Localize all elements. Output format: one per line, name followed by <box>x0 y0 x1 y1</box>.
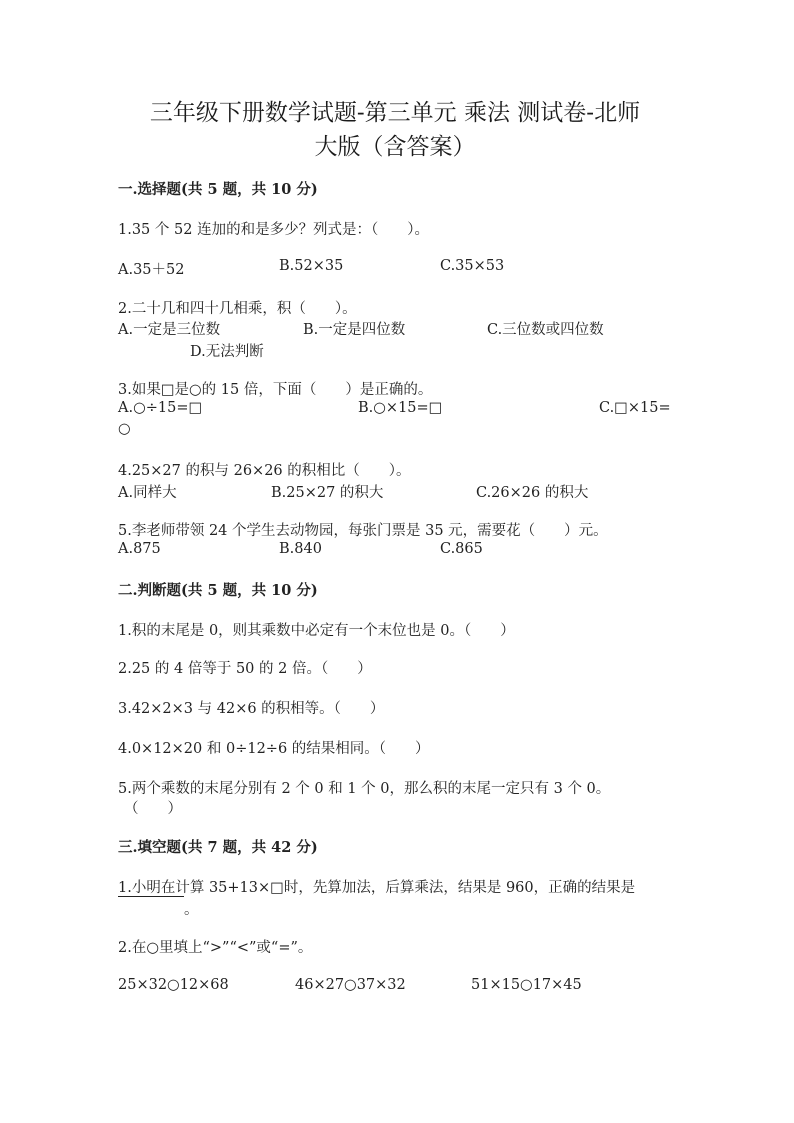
option-2-a: A.一定是三位数 <box>118 322 221 338</box>
option-3-a: A.○÷15=□ <box>118 400 203 416</box>
option-2-b: B.一定是四位数 <box>303 322 406 338</box>
question-choice-2: 2.二十几和四十几相乘，积（ ）。 <box>118 301 357 317</box>
section-heading-choice: 一.选择题(共 5 题，共 10 分) <box>118 181 318 198</box>
option-2-d: D.无法判断 <box>190 344 264 360</box>
question-fill-1-end: 。 <box>184 902 199 918</box>
option-5-b: B.840 <box>279 541 322 557</box>
question-fill-1: 1.小明在计算 35+13×□时，先算加法，后算乘法，结果是 960，正确的结果是 <box>118 880 636 896</box>
option-4-c: C.26×26 的积大 <box>476 485 589 501</box>
question-choice-5: 5.李老师带领 24 个学生去动物园，每张门票是 35 元，需要花（ ）元。 <box>118 523 608 539</box>
question-judge-4: 4.0×12×20 和 0÷12÷6 的结果相同。（ ） <box>118 741 430 757</box>
answer-blank-line <box>118 896 184 897</box>
question-judge-5-bracket: （ ） <box>124 801 182 817</box>
option-4-a: A.同样大 <box>118 485 177 501</box>
exam-title-line2: 大版（含答案） <box>314 134 476 160</box>
compare-item-3: 51×15○17×45 <box>471 977 582 993</box>
section-heading-judgement: 二.判断题(共 5 题，共 10 分) <box>118 582 318 599</box>
question-judge-1: 1.积的末尾是 0，则其乘数中必定有一个末位也是 0。（ ） <box>118 623 515 639</box>
section-heading-fill: 三.填空题(共 7 题，共 42 分) <box>118 839 318 856</box>
option-1-b: B.52×35 <box>279 258 344 274</box>
question-choice-1: 1.35 个 52 连加的和是多少？列式是：（ ）。 <box>118 222 430 238</box>
option-3-b: B.○×15=□ <box>358 400 443 416</box>
question-judge-5: 5.两个乘数的末尾分别有 2 个 0 和 1 个 0，那么积的末尾一定只有 3 个 0。 <box>118 781 611 797</box>
compare-item-1: 25×32○12×68 <box>118 977 229 993</box>
question-choice-4: 4.25×27 的积与 26×26 的积相比（ ）。 <box>118 463 411 479</box>
option-2-c: C.三位数或四位数 <box>487 322 604 338</box>
option-4-b: B.25×27 的积大 <box>271 485 384 501</box>
option-5-c: C.865 <box>440 541 483 557</box>
compare-item-2: 46×27○37×32 <box>295 977 406 993</box>
question-choice-3: 3.如果□是○的 15 倍，下面（ ）是正确的。 <box>118 382 433 398</box>
question-judge-3: 3.42×2×3 与 42×6 的积相等。（ ） <box>118 701 385 717</box>
question-fill-2: 2.在○里填上“>”“<”或“=”。 <box>118 940 313 956</box>
option-1-c: C.35×53 <box>440 258 505 274</box>
option-5-a: A.875 <box>118 541 161 557</box>
option-3-c: C.□×15= <box>599 400 671 416</box>
exam-title-line1: 三年级下册数学试题-第三单元 乘法 测试卷-北师 <box>149 100 641 126</box>
option-1-a: A.35＋52 <box>118 262 185 278</box>
question-judge-2: 2.25 的 4 倍等于 50 的 2 倍。（ ） <box>118 661 372 677</box>
option-3-c-continued: ○ <box>118 421 131 437</box>
